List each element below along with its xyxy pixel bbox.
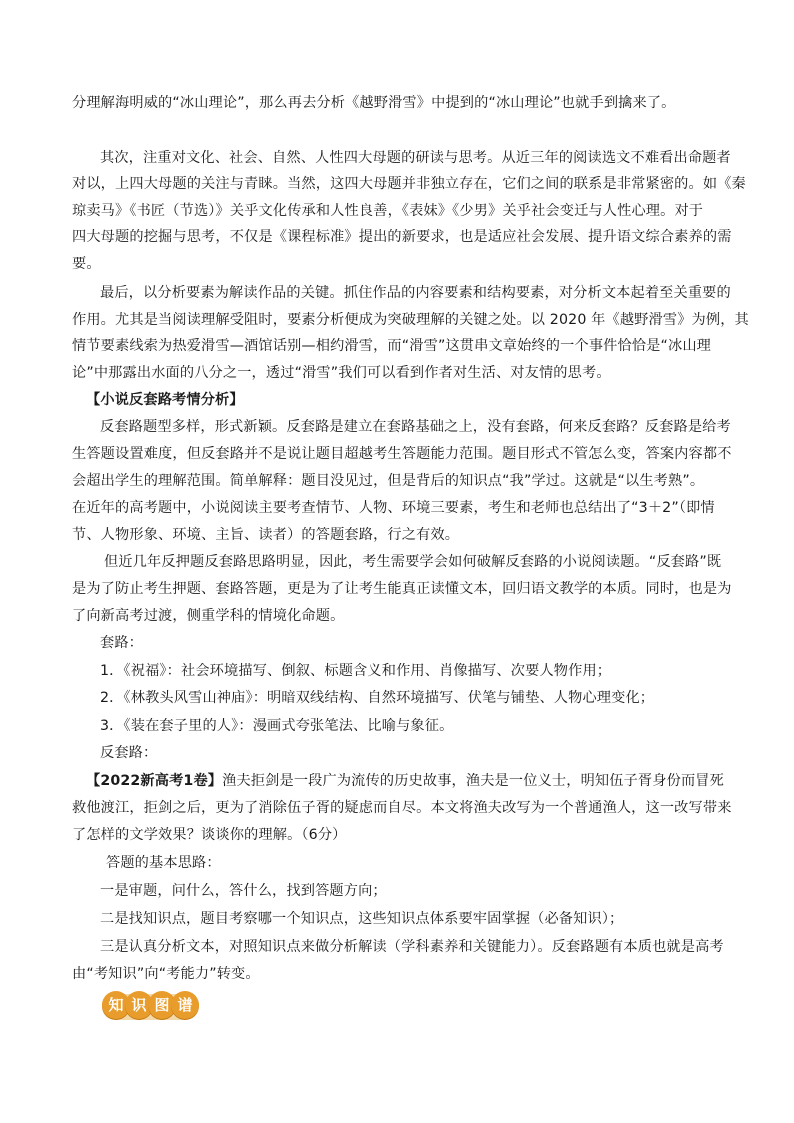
paragraph-line: 套路： bbox=[100, 635, 144, 651]
paragraph-line: 由“考知识”向“考能力”转变。 bbox=[72, 966, 260, 982]
paragraph-line: 其次，注重对文化、社会、自然、人性四大母题的研读与思考。从近三年的阅读选文不难看出命题者 bbox=[100, 150, 731, 166]
list-item: 3．《装在套子里的人》：漫画式夸张笔法、比喻与象征。 bbox=[100, 718, 454, 734]
paragraph-line: 情节要素线索为热爱滑雪—酒馆话别—相约滑雪，而“滑雪”这贯串文章始终的一个事件恰恰是“冰山理 bbox=[72, 338, 712, 354]
paragraph-line: 一是审题，问什么，答什么，找到答题方向； bbox=[100, 883, 387, 899]
paragraph-line: 救他渡江，拒剑之后，更为了消除伍子胥的疑虑而自尽。本文将渔夫改写为一个普通渔人，这一改写带来 bbox=[72, 800, 732, 816]
badge-char: 知 bbox=[102, 991, 130, 1019]
badge-char: 识 bbox=[125, 991, 153, 1019]
paragraph-line: 会超出学生的理解范围。简单解释：题目没见过，但是背后的知识点“我”学过。这就是“以生考熟”。 bbox=[72, 473, 705, 489]
paragraph-line: 二是找知识点，题目考察哪一个知识点，这些知识点体系要牢固掌握（必备知识）； bbox=[100, 911, 624, 927]
list-item: 1．《祝福》：社会环境描写、倒叙、标题含义和作用、肖像描写、次要人物作用； bbox=[100, 663, 612, 679]
paragraph-line: 分理解海明威的“冰山理论”，那么再去分析《越野滑雪》中提到的“冰山理论”也就手到擒来了。 bbox=[72, 95, 676, 111]
paragraph-line: 了向新高考过渡，侧重学科的情境化命题。 bbox=[72, 608, 345, 624]
paragraph-line: 节、人物形象、环境、主旨、读者）的答题套路，行之有效。 bbox=[72, 527, 460, 543]
badge-char: 图 bbox=[148, 991, 176, 1019]
paragraph-line: 论”中那露出水面的八分之一，透过“滑雪”我们可以看到作者对生活、对友情的思考。 bbox=[72, 365, 611, 381]
paragraph-line: 琼卖马》《书匠（节选）》关乎文化传承和人性良善，《表妹》《少男》关乎社会变迁与人性心理。对于 bbox=[72, 203, 704, 219]
paragraph-line: 要。 bbox=[72, 256, 101, 272]
paragraph-line: 是为了防止考生押题、套路答题，更是为了让考生能真正读懂文本，回归语文教学的本质。同时，也是为 bbox=[72, 581, 732, 597]
section-heading: 【小说反套路考情分析】 bbox=[86, 392, 244, 408]
paragraph-line: 反套路： bbox=[100, 745, 158, 761]
exam-tag: 【2022新高考1卷】 bbox=[86, 773, 223, 789]
paragraph-line: 但近几年反押题反套路思路明显，因此，考生需要学会如何破解反套路的小说阅读题。“反套路”既 bbox=[104, 554, 722, 570]
paragraph-line: 答题的基本思路： bbox=[106, 855, 221, 871]
paragraph-line: 了怎样的文学效果？谈谈你的理解。（6分） bbox=[72, 827, 347, 843]
paragraph-line: 最后，以分析要素为解读作品的关键。抓住作品的内容要素和结构要素，对分析文本起着至关重要的 bbox=[100, 285, 731, 301]
list-item: 2．《林教头风雪山神庙》：明暗双线结构、自然环境描写、伏笔与铺垫、人物心理变化； bbox=[100, 690, 655, 706]
paragraph-line: 在近年的高考题中，小说阅读主要考查情节、人物、环境三要素，考生和老师也总结出了“3＋2”（即情 bbox=[72, 500, 715, 516]
paragraph-line: 作用。尤其是当阅读理解受阻时，要素分析便成为突破理解的关键之处。以 2020 年《越野滑雪》为例，其 bbox=[72, 312, 749, 328]
paragraph-line: 反套路题型多样，形式新颖。反套路是建立在套路基础之上，没有套路，何来反套路？反套路是给考 bbox=[100, 419, 731, 435]
paragraph-text: 渔夫拒剑是一段广为流传的历史故事，渔夫是一位义士，明知伍子胥身份而冒死 bbox=[222, 773, 724, 789]
paragraph-line bbox=[86, 771, 738, 791]
badge-char: 谱 bbox=[171, 991, 199, 1019]
paragraph-line: 三是认真分析文本，对照知识点来做分析解读（学科素养和关键能力）。反套路题有本质也就是高考 bbox=[100, 939, 724, 955]
knowledge-map-badge bbox=[102, 988, 200, 1022]
paragraph-line: 生答题设置难度，但反套路并不是说让题目超越考生答题能力范围。题目形式不管怎么变，答案内容都不 bbox=[72, 446, 732, 462]
paragraph-line: 对以，上四大母题的关注与青睐。当然，这四大母题并非独立存在，它们之间的联系是非常紧密的。如《秦 bbox=[72, 176, 746, 192]
paragraph-line: 四大母题的挖掘与思考，不仅是《课程标准》提出的新要求，也是适应社会发展、提升语文综合素养的需 bbox=[72, 229, 732, 245]
